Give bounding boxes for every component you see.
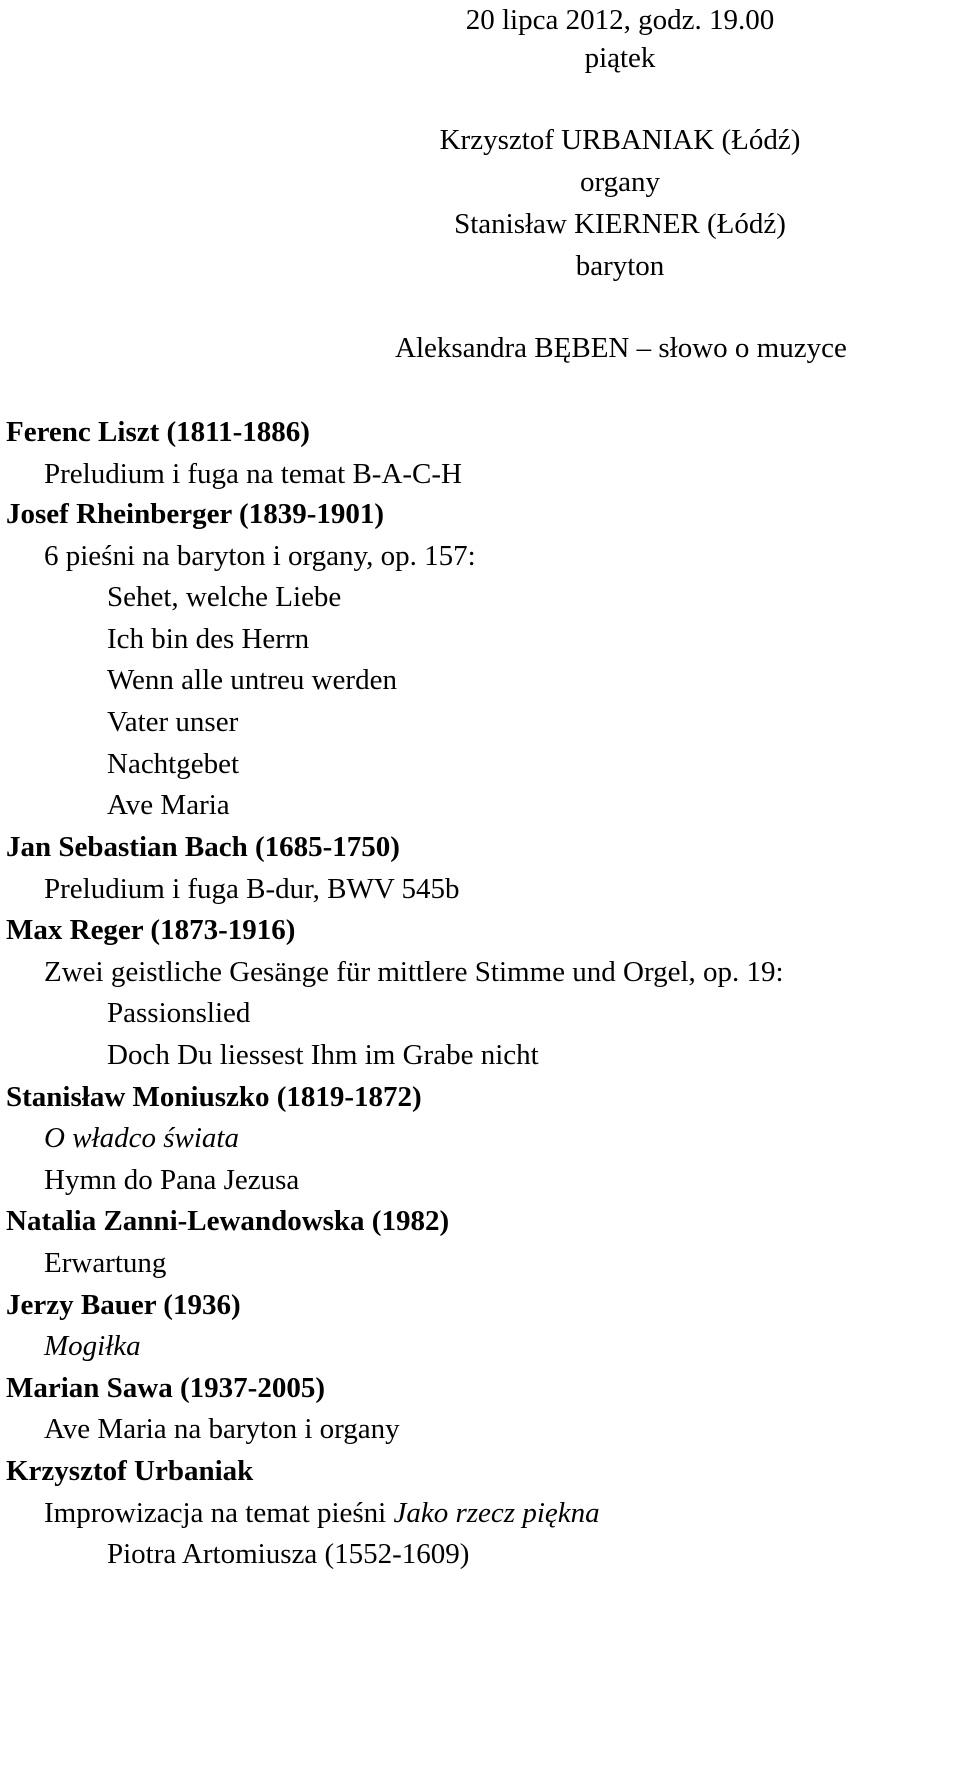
composer-sawa: Marian Sawa (1937-2005) <box>6 1372 325 1404</box>
composer-bauer: Jerzy Bauer (1936) <box>6 1289 241 1321</box>
performer1-name: Krzysztof URBANIAK (Łódź) <box>439 124 801 156</box>
song-ave-maria: Ave Maria <box>107 789 230 821</box>
work-mogilka: Mogiłka <box>44 1330 141 1362</box>
song-wenn-alle-untreu-werden: Wenn alle untreu werden <box>107 664 397 696</box>
concert-date: 20 lipca 2012, godz. 19.00 <box>465 4 775 36</box>
work-erwartung: Erwartung <box>44 1247 167 1279</box>
work-improwizacja <box>44 1495 600 1531</box>
composer-bach: Jan Sebastian Bach (1685-1750) <box>6 831 400 863</box>
work-improwizacja-title: Jako rzecz piękna <box>393 1497 600 1529</box>
composer-liszt: Ferenc Liszt (1811-1886) <box>6 416 310 448</box>
work-liszt: Preludium i fuga na temat B-A-C-H <box>44 458 462 490</box>
song-nachtgebet: Nachtgebet <box>107 748 240 780</box>
concert-weekday: piątek <box>584 42 656 74</box>
composer-moniuszko: Stanisław Moniuszko (1819-1872) <box>6 1081 422 1113</box>
composer-reger: Max Reger (1873-1916) <box>6 914 296 946</box>
song-sehet-welche-liebe: Sehet, welche Liebe <box>107 581 342 613</box>
work-improwizacja-prefix: Improwizacja na temat pieśni <box>44 1497 394 1529</box>
work-improwizacja-source: Piotra Artomiusza (1552-1609) <box>107 1538 470 1570</box>
work-bach: Preludium i fuga B-dur, BWV 545b <box>44 873 460 905</box>
work-reger: Zwei geistliche Gesänge für mittlere Stimme und Orgel, op. 19: <box>44 956 784 988</box>
song-vater-unser: Vater unser <box>107 706 239 738</box>
song-ich-bin-des-herrn: Ich bin des Herrn <box>107 623 310 655</box>
composer-zanni-lewandowska: Natalia Zanni-Lewandowska (1982) <box>6 1205 450 1237</box>
composer-urbaniak: Krzysztof Urbaniak <box>6 1455 254 1487</box>
composer-rheinberger: Josef Rheinberger (1839-1901) <box>6 498 385 530</box>
work-ave-maria-sawa: Ave Maria na baryton i organy <box>44 1413 400 1445</box>
work-o-wladco-swiata: O władco świata <box>44 1122 239 1154</box>
speaker-note: Aleksandra BĘBEN – słowo o muzyce <box>395 332 847 364</box>
performer2-role: baryton <box>575 250 665 282</box>
work-hymn-do-pana-jezusa: Hymn do Pana Jezusa <box>44 1164 300 1196</box>
performer1-role: organy <box>579 166 660 198</box>
song-doch-du-liessest: Doch Du liessest Ihm im Grabe nicht <box>107 1039 539 1071</box>
work-rheinberger: 6 pieśni na baryton i organy, op. 157: <box>44 540 476 572</box>
song-passionslied: Passionslied <box>107 997 251 1029</box>
performer2-name: Stanisław KIERNER (Łódź) <box>454 208 786 240</box>
